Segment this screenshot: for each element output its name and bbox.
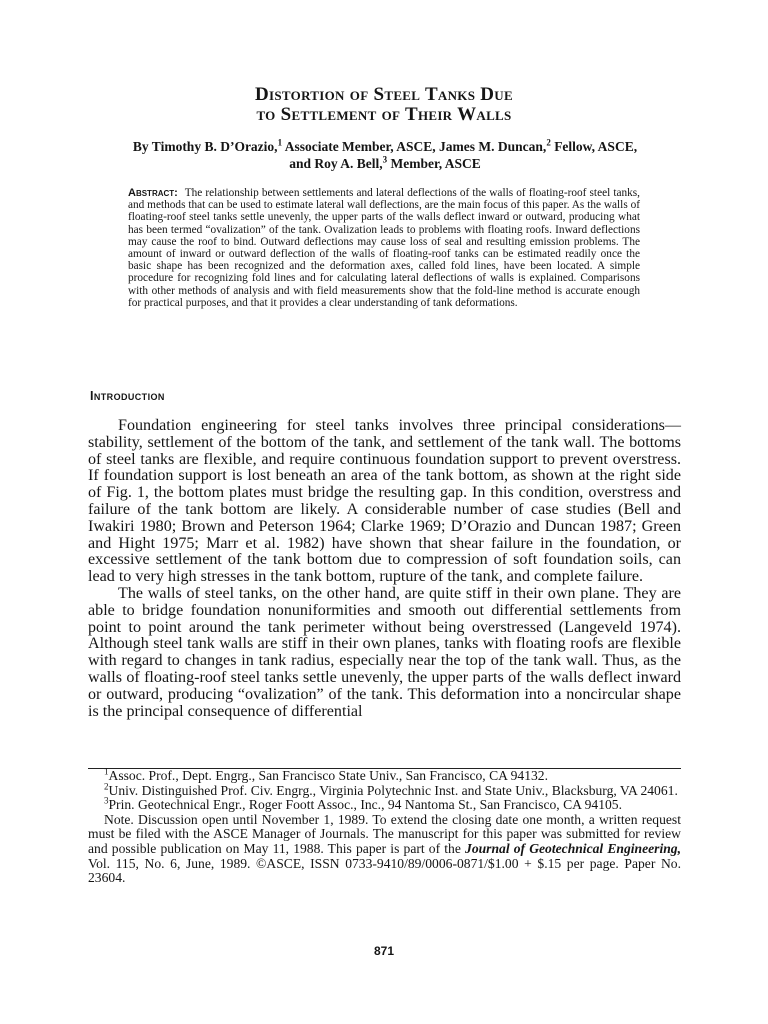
footnote-1-text: Assoc. Prof., Dept. Engrg., San Francisco State Univ., San Francisco, CA 94132. (108, 768, 548, 783)
paper-title-line-2: to Settlement of Their Walls (256, 104, 512, 125)
author-2-footnote-mark: 2 (546, 137, 551, 148)
publication-note (88, 813, 681, 886)
publication-note-text: Note. Discussion open until November 1, 1989. To extend the closing date one month, a written request must be filed with the ASCE Manager of Journals. The manuscript for this paper was submitted for review and possible publication on May 11, 1988. This paper is part of the (88, 811, 681, 856)
body-paragraph-1: Foundation engineering for steel tanks involves three principal considerations—stability, settlement of the bottom of the tank, and settlement of the tank wall. The bottoms of steel tanks are flexible, and require continuous foundation support to prevent overstress. If foundation support is lost beneath an area of the tank bottom, as shown at the right side of Fig. 1, the bottom plates must bridge the resulting gap. In this condition, overstress and failure of the tank bottom are likely. A considerable number of case studies (Bell and Iwakiri 1980; Brown and Peterson 1964; Clarke 1969; D’Orazio and Duncan 1987; Green and Hight 1975; Marr et al. 1982) have shown that shear failure in the foundation, or excessive settlement of the tank bottom due to compression of soft foundation soils, can lead to very high stresses in the tank bottom, rupture of the tank, and complete failure. (88, 417, 681, 586)
publication-note-details: Vol. 115, No. 6, June, 1989. ©ASCE, ISSN 0733-9410/89/0006-0871/$1.00 + $.15 per page. Paper No. 23604. (88, 855, 681, 886)
footnote-1-mark: 1 (104, 766, 109, 777)
footnotes (88, 766, 681, 886)
author-3-footnote-mark: 3 (382, 154, 388, 165)
abstract-label: Abstract: (128, 187, 178, 199)
footnote-3-mark: 3 (104, 795, 109, 806)
footnote-1 (88, 766, 681, 784)
page-number: 871 (373, 944, 395, 958)
body-text (88, 418, 681, 720)
footnote-2-text: Univ. Distinguished Prof. Civ. Engrg., Virginia Polytechnic Inst. and State Univ., Blacksburg, VA 24061. (108, 782, 678, 798)
footnote-3 (88, 795, 681, 813)
author-line (130, 138, 640, 172)
abstract-text: The relationship between settlements and lateral deflections of the walls of floating-roof steel tanks, and methods that can be used to estimate lateral wall deflections, are the main focus of this paper. As the walls of floating-roof steel tanks settle unevenly, the upper parts of the walls deflect inward or outward, producing what has been termed “ovalization” of the tank. Ovalization leads to problems with floating roofs. Inward deflections may cause the roof to bind. Outward deflections may cause loss of seal and resulting emission problems. The amount of inward or outward deflection of the walls of floating-roof tanks can be estimated readily once the basic shape has been recognized and the deformation axes, called fold lines, have been located. A simple procedure for recognizing fold lines and for calculating lateral deflections of walls is explained. Comparisons with other methods of analysis and with field measurements show that the fold-line method is accurate enough for practical purposes, and that it provides a clear understanding of tank deformations. (128, 187, 641, 309)
footnote-2 (88, 781, 681, 799)
author-2-role: Fellow, ASCE, and Roy A. Bell, (289, 139, 638, 171)
footnote-2-mark: 2 (104, 781, 109, 792)
abstract (128, 187, 640, 309)
section-heading-introduction: Introduction (90, 389, 165, 403)
author-3-role: Member, ASCE (387, 156, 481, 171)
journal-name: Journal of Geotechnical Engineering, (465, 840, 681, 856)
footnote-3-text: Prin. Geotechnical Engr., Roger Foott Assoc., Inc., 94 Nantoma St., San Francisco, CA 94105. (108, 797, 622, 813)
author-1-footnote-mark: 1 (277, 137, 283, 148)
author-1-role: Associate Member, ASCE, James M. Duncan, (282, 139, 547, 154)
paper-title-line-1: Distortion of Steel Tanks Due (255, 84, 513, 105)
body-paragraph-2: The walls of steel tanks, on the other hand, are quite stiff in their own plane. They are able to bridge foundation nonuniformities and smooth out differential settlements from point to point around the tank perimeter without being overstressed (Langeveld 1974). Although steel tank walls are stiff in their own planes, tanks with floating roofs are flexible with regard to changes in tank radius, especially near the top of the tank wall. Thus, as the walls of floating-roof steel tanks settle unevenly, the upper parts of the walls deflect inward or outward, producing “ovalization” of the tank. This deformation into a noncircular shape is the principal consequence of differential (88, 584, 681, 720)
author-1-name: By Timothy B. D’Orazio, (132, 139, 278, 154)
